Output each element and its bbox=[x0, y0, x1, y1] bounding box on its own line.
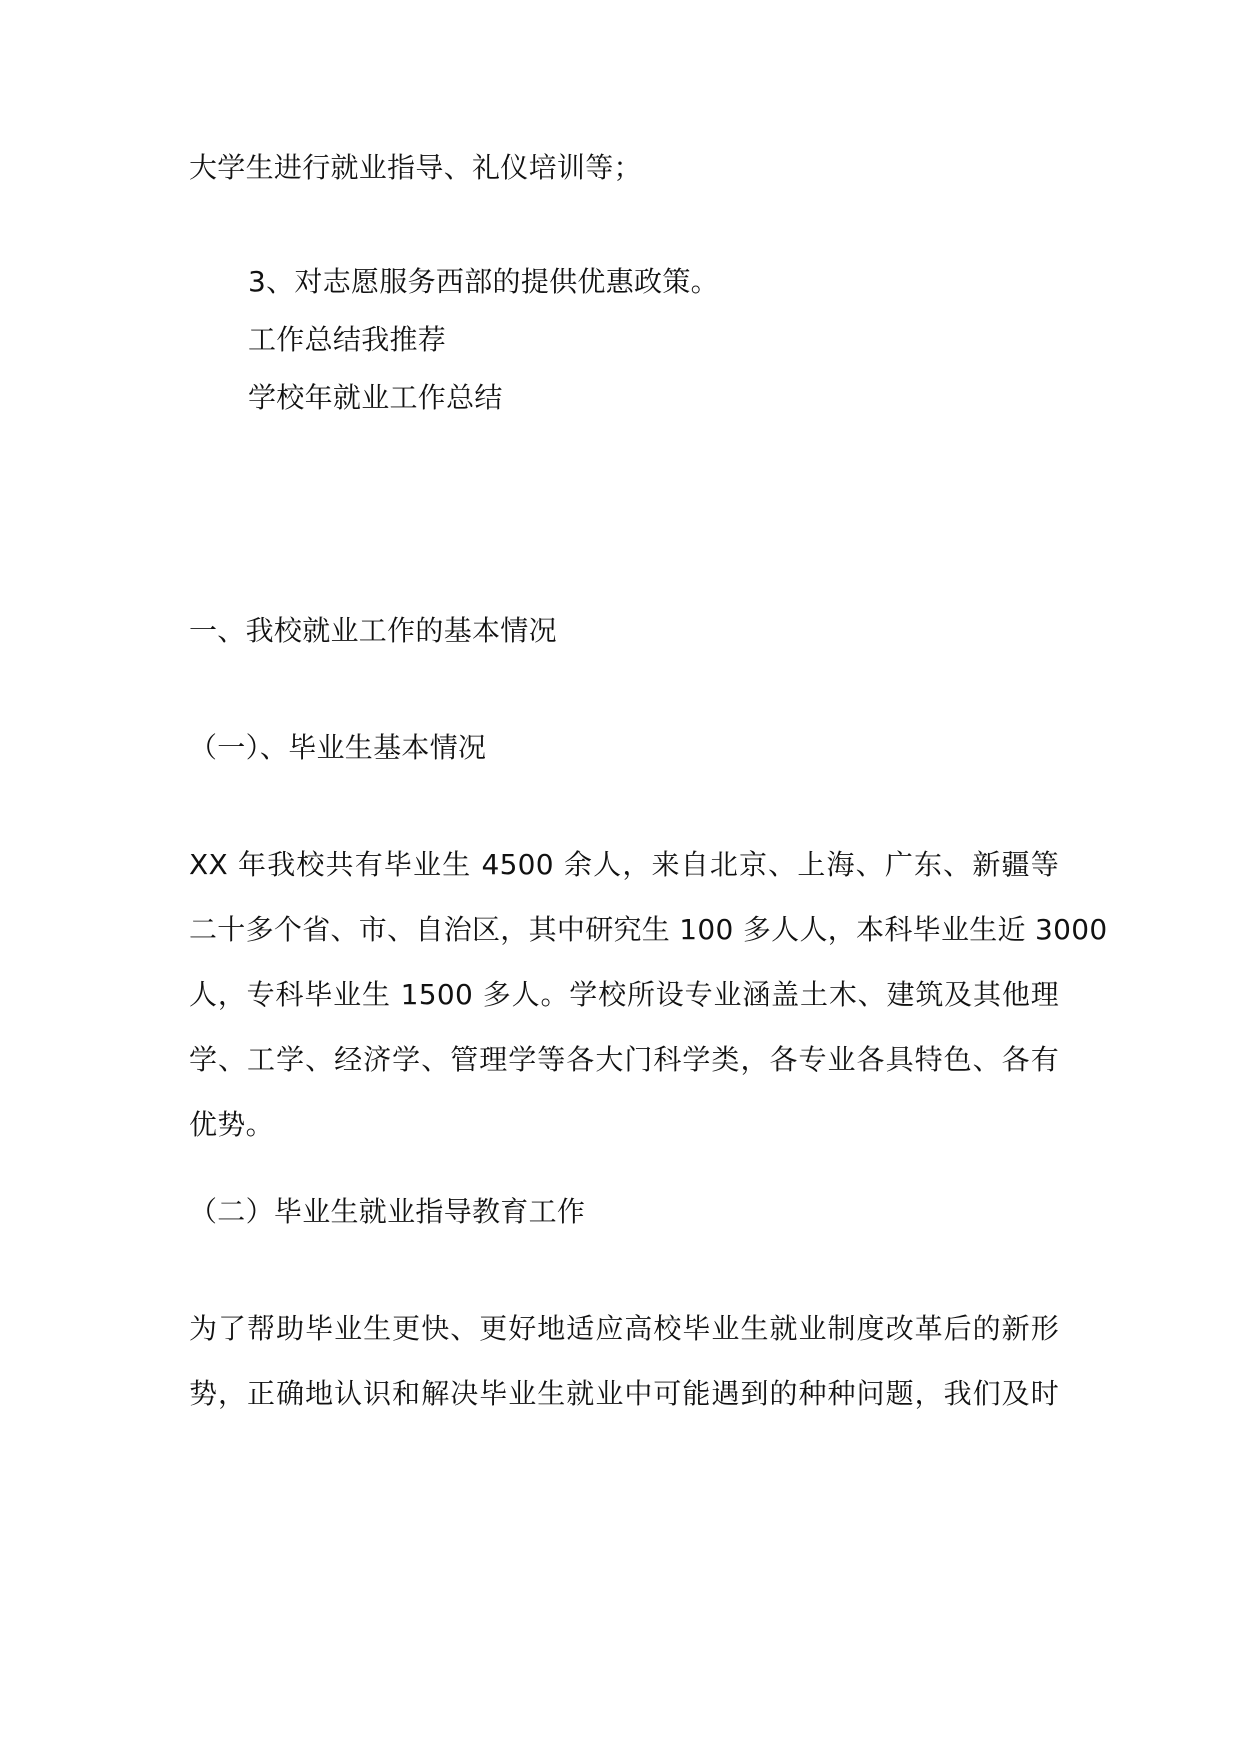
paragraph-line: 人，专科毕业生 1500 多人。学校所设专业涵盖土木、建筑及其他理 bbox=[189, 978, 1059, 1011]
text-line: 大学生进行就业指导、礼仪培训等； bbox=[189, 151, 642, 184]
paragraph-line: 为了帮助毕业生更快、更好地适应高校毕业生就业制度改革后的新形 bbox=[189, 1312, 1059, 1345]
paragraph-line: 势，正确地认识和解决毕业生就业中可能遇到的种种问题，我们及时 bbox=[189, 1377, 1059, 1410]
paragraph bbox=[189, 832, 1108, 1157]
section-heading: 一、我校就业工作的基本情况 bbox=[189, 614, 557, 647]
text-line: 工作总结我推荐 bbox=[248, 323, 447, 356]
list-item: 3、对志愿服务西部的提供优惠政策。 bbox=[248, 265, 719, 298]
paragraph-line: XX 年我校共有毕业生 4500 余人，来自北京、上海、广东、新疆等 bbox=[189, 848, 1059, 881]
subsection-heading: （一）、毕业生基本情况 bbox=[189, 731, 487, 764]
paragraph-line: 二十多个省、市、自治区，其中研究生 100 多人人，本科毕业生近 3000 bbox=[189, 913, 1108, 946]
paragraph-line: 学、工学、经济学、管理学等各大门科学类，各专业各具特色、各有 bbox=[189, 1043, 1059, 1076]
document-title: 学校年就业工作总结 bbox=[248, 381, 503, 414]
subsection-heading: （二）毕业生就业指导教育工作 bbox=[189, 1195, 586, 1228]
paragraph-line: 优势。 bbox=[189, 1108, 274, 1141]
paragraph bbox=[189, 1296, 1059, 1426]
